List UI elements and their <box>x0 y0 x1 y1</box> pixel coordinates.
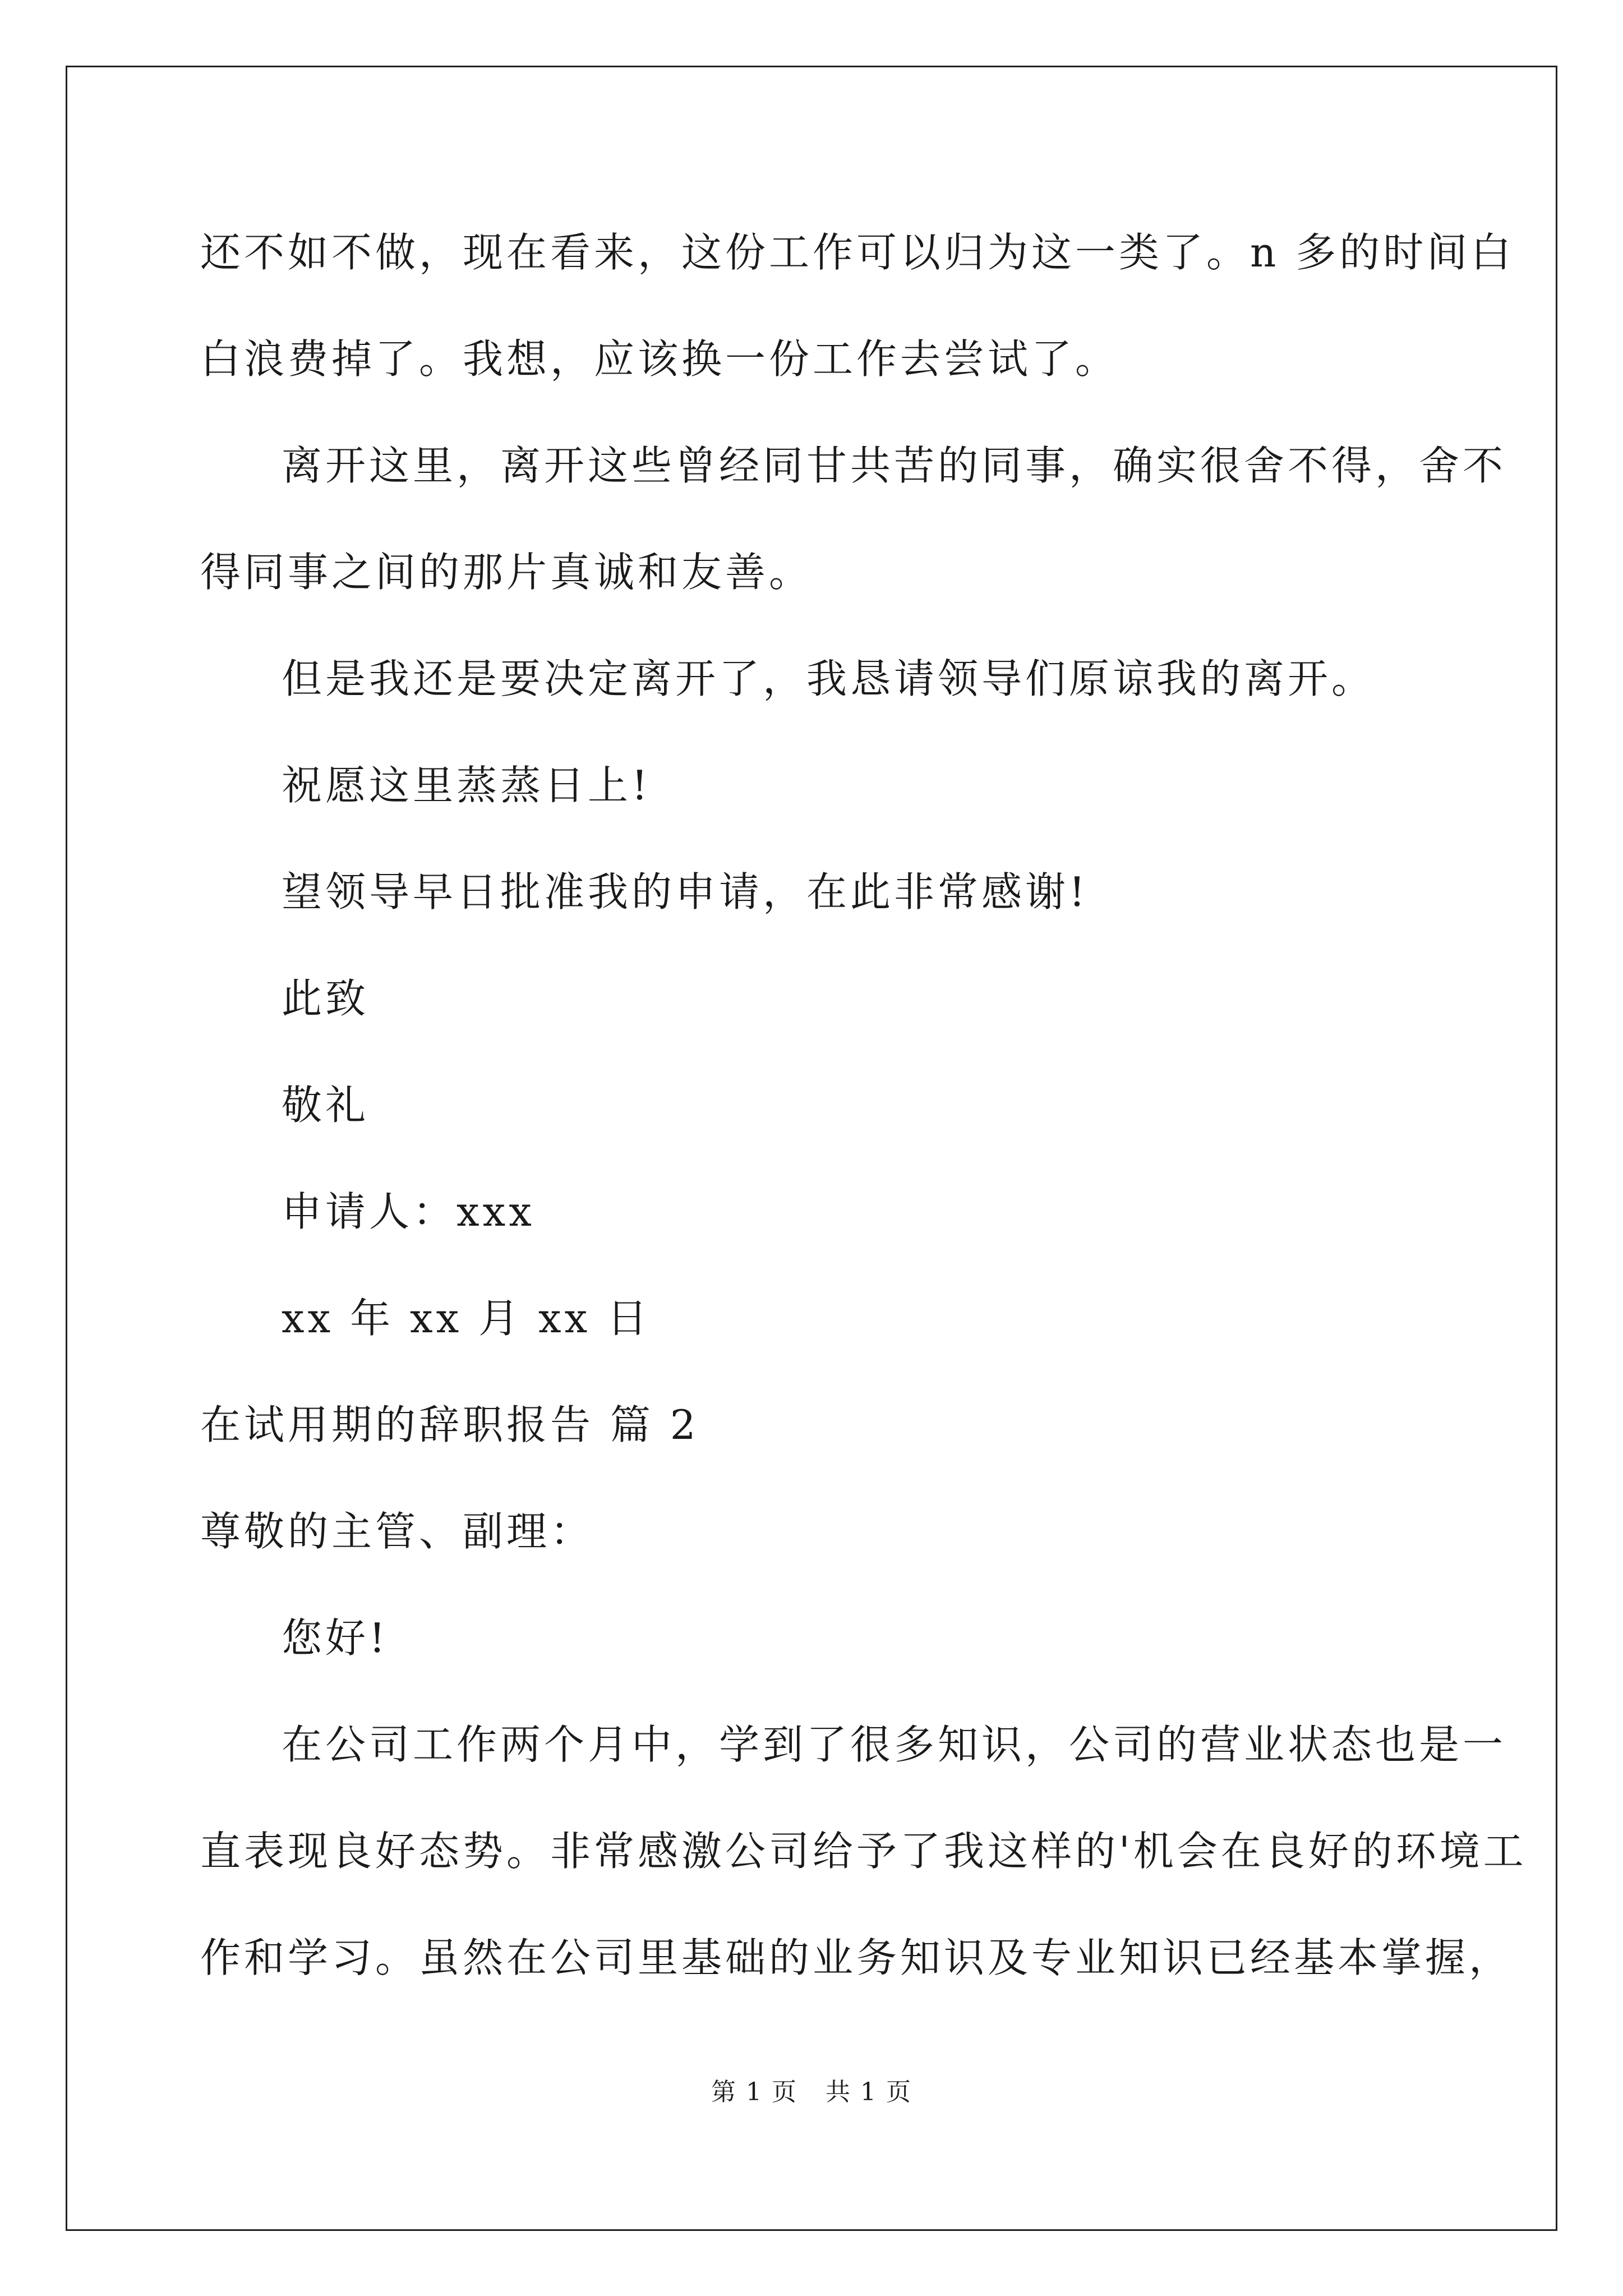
page-number: 第 1 页 <box>711 2078 797 2106</box>
paragraph-line: 望领导早日批准我的申请，在此非常感谢! <box>282 868 1089 915</box>
paragraph-line: 但是我还是要决定离开了，我恳请领导们原谅我的离开。 <box>282 655 1376 702</box>
page-footer <box>0 2076 1623 2109</box>
page-total: 共 1 页 <box>826 2078 912 2106</box>
paragraph-line: 祝愿这里蒸蒸日上! <box>282 762 651 809</box>
section-heading: 在试用期的辞职报告 篇 2 <box>200 1401 699 1448</box>
greeting-line: 您好! <box>282 1614 389 1662</box>
closing-line: 此致 <box>282 975 370 1022</box>
salutation-line: 尊敬的主管、副理： <box>200 1508 594 1555</box>
paragraph-line: 离开这里，离开这些曾经同甘共苦的同事，确实很舍不得，舍不 <box>282 442 1507 489</box>
paragraph-line: 在公司工作两个月中，学到了很多知识，公司的营业状态也是一 <box>282 1721 1507 1768</box>
closing-line: 敬礼 <box>282 1082 370 1129</box>
paragraph-line: 得同事之间的那片真诚和友善。 <box>200 549 813 596</box>
applicant-line: 申请人：xxx <box>282 1188 535 1235</box>
paragraph-line: 直表现良好态势。非常感激公司给予了我这样的'机会在良好的环境工 <box>200 1828 1527 1875</box>
date-line: xx 年 xx 月 xx 日 <box>282 1295 651 1342</box>
paragraph-line: 作和学习。虽然在公司里基础的业务知识及专业知识已经基本掌握， <box>200 1934 1513 1981</box>
paragraph-line: 还不如不做，现在看来，这份工作可以归为这一类了。n 多的时间白 <box>200 229 1515 276</box>
paragraph-line: 白浪费掉了。我想，应该换一份工作去尝试了。 <box>200 335 1119 383</box>
